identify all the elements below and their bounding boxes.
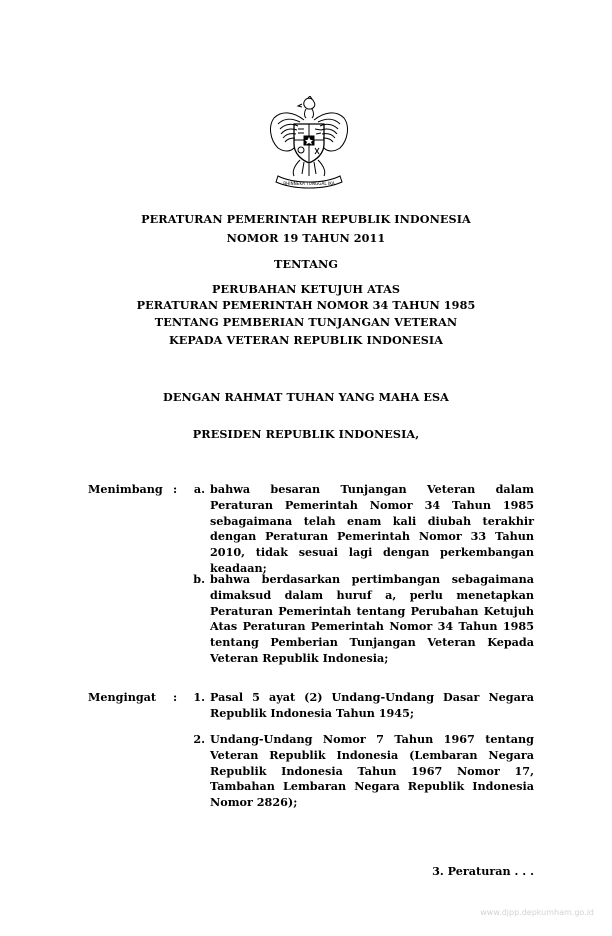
emblem-motto: BHINNEKA TUNGGAL IKA: [283, 181, 335, 186]
next-page-catchword: 3. Peraturan . . .: [432, 864, 534, 878]
rahmat-line: DENGAN RAHMAT TUHAN YANG MAHA ESA: [163, 390, 449, 404]
tentang-label: TENTANG: [274, 257, 338, 271]
menimbang-a-text: bahwa besaran Tunjangan Veteran dalam Peraturan Pemerintah Nomor 34 Tahun 1985 sebagaimana telah enam kali diubah terakhir dengan Peraturan Pemerintah Nomor 33 Tahun 2010, tidak sesuai lagi dengan perkembangan keadaan;: [210, 482, 534, 575]
subject-line-4: KEPADA VETERAN REPUBLIK INDONESIA: [168, 333, 444, 347]
regulation-title: PERATURAN PEMERINTAH REPUBLIK INDONESIA: [141, 212, 471, 226]
mengingat-2-text: Undang-Undang Nomor 7 Tahun 1967 tentang Veteran Republik Indonesia (Lembaran Negara Republik Indonesia Tahun 1967 Nomor 17, Tambahan Lembaran Negara Republik Indonesia Nomor 2826);: [210, 732, 534, 810]
menimbang-label: Menimbang: [88, 482, 163, 496]
menimbang-b-text: bahwa berdasarkan pertimbangan sebagaimana dimaksud dalam huruf a, perlu menetapkan Peraturan Pemerintah tentang Perubahan Ketujuh Atas Peraturan Pemerintah Nomor 34 Tahun 1985 tentang Pemberian Tunjangan Veteran Kepada Veteran Republik Indonesia;: [210, 572, 534, 665]
mengingat-1-mark: 1.: [193, 690, 205, 704]
regulation-number: NOMOR 19 TAHUN 2011: [226, 231, 386, 245]
presiden-line: PRESIDEN REPUBLIK INDONESIA,: [192, 427, 420, 441]
mengingat-label: Mengingat: [88, 690, 157, 704]
mengingat-2-mark: 2.: [193, 732, 205, 746]
subject-line-3: TENTANG PEMBERIAN TUNJANGAN VETERAN: [154, 315, 458, 329]
menimbang-b-mark: b.: [193, 572, 205, 586]
menimbang-a-mark: a.: [193, 482, 205, 496]
mengingat-1-text: Pasal 5 ayat (2) Undang-Undang Dasar Negara Republik Indonesia Tahun 1945;: [210, 690, 534, 720]
mengingat-colon: :: [173, 690, 178, 704]
subject-line-1: PERUBAHAN KETUJUH ATAS: [211, 282, 401, 296]
subject-line-2: PERATURAN PEMERINTAH NOMOR 34 TAHUN 1985: [136, 298, 476, 312]
watermark: www.djpp.depkumham.go.id: [480, 908, 594, 917]
garuda-emblem-icon: [264, 96, 354, 194]
menimbang-colon: :: [173, 482, 178, 496]
